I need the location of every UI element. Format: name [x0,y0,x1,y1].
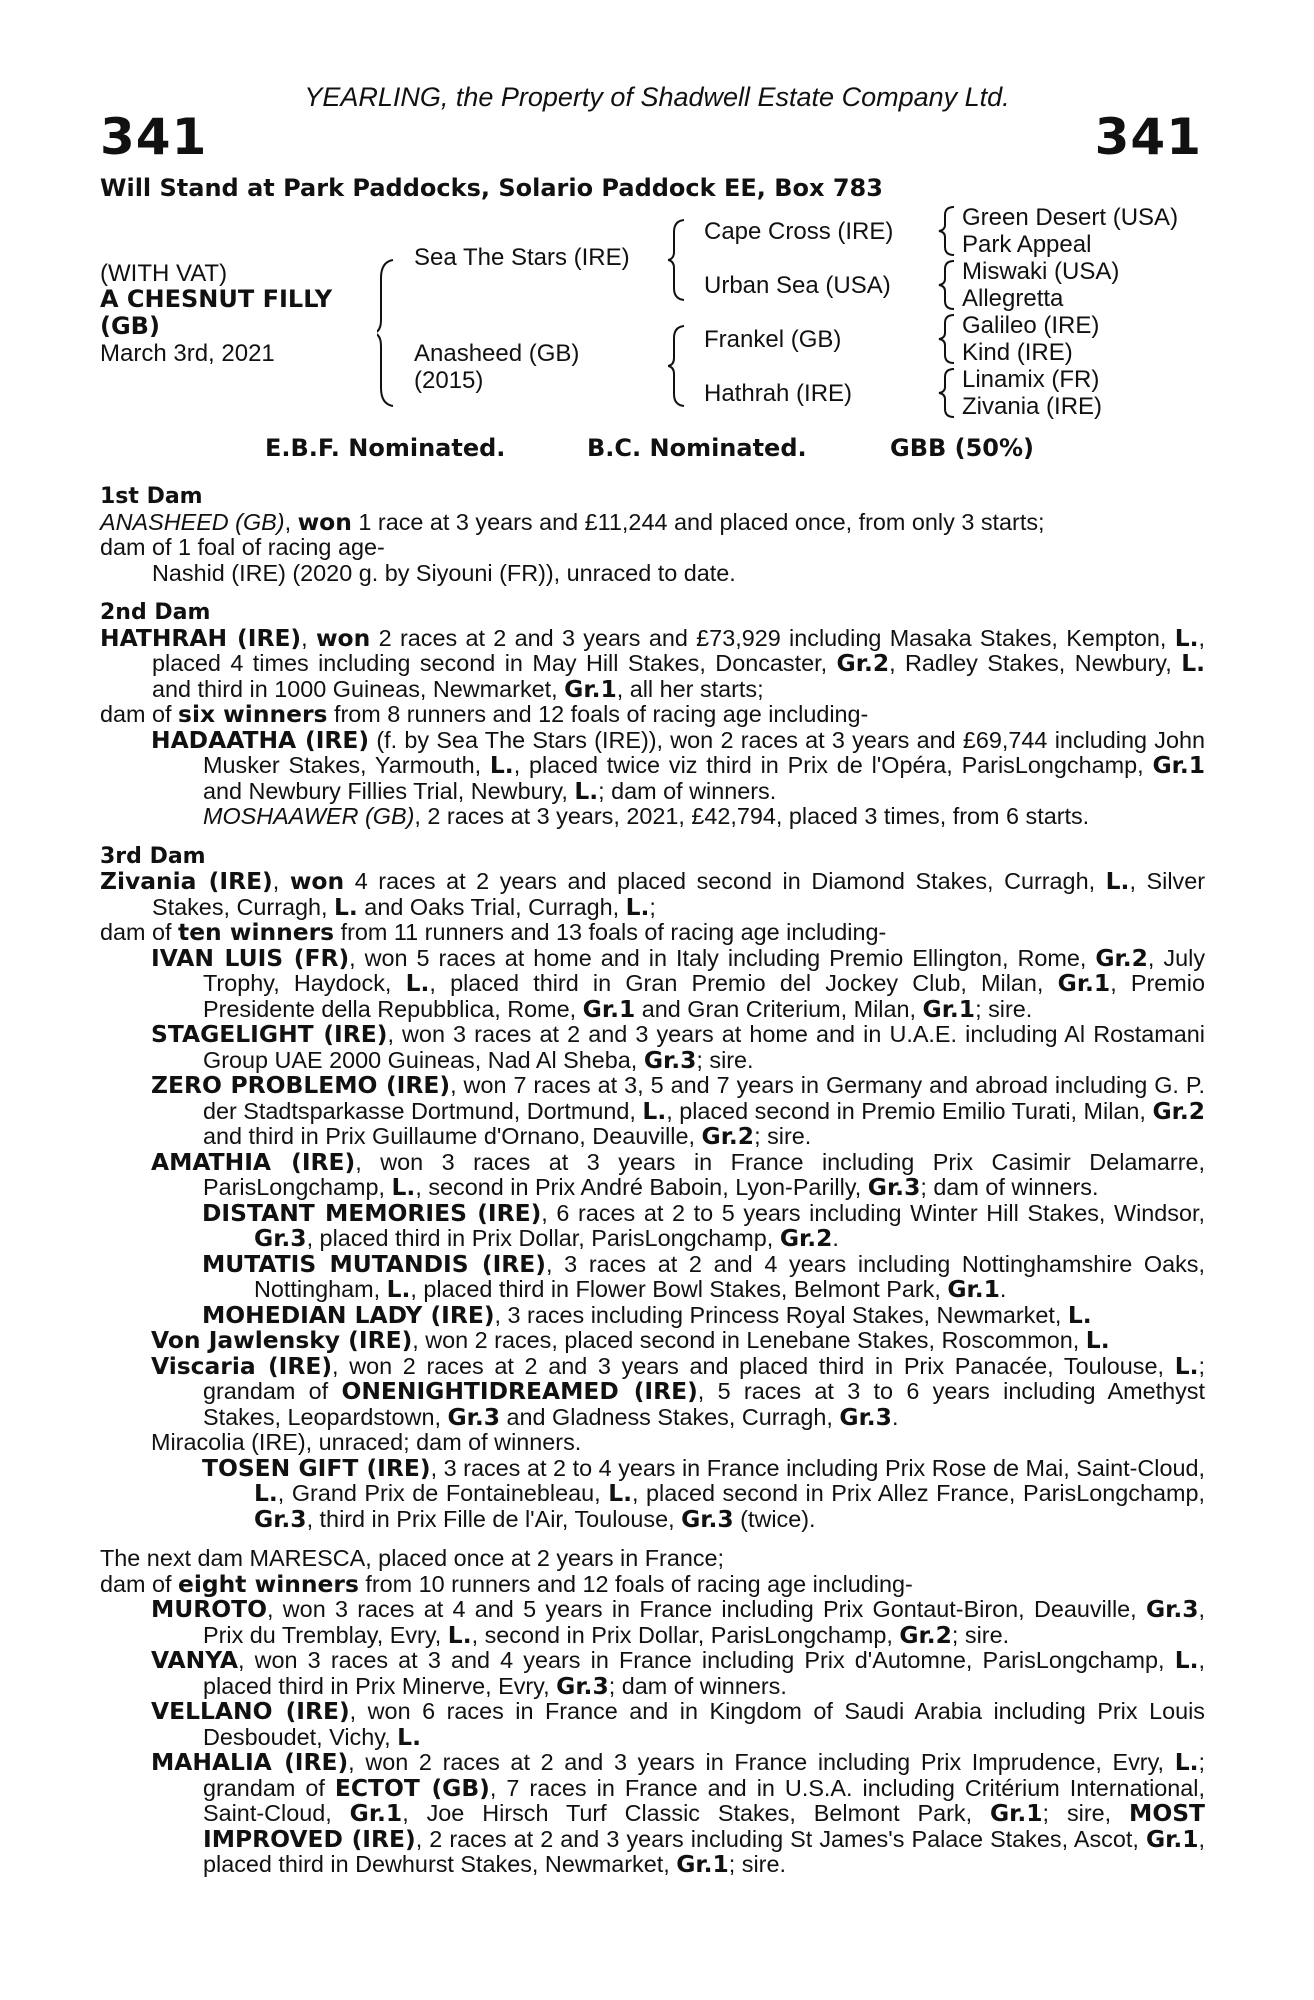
lot-number-right: 341 [1094,108,1202,166]
second-dam-heading: 2nd Dam [100,600,211,625]
produce-amathia: AMATHIA (IRE), won 3 races at 3 years in France including Prix Casimir Delamarre, ParisLongchamp, L., second in Prix André Baboin, Lyon-Parilly, Gr.3; dam of winners. [151,1147,1205,1201]
third-dam-produce: dam of ten winners from 11 runners and 13 foals of racing age including- [100,918,887,946]
produce-mahalia: MAHALIA (IRE), won 2 races at 2 and 3 years in France including Prix Imprudence, Evry, L.; grandam of ECTOT (GB), 7 races in France and in U.S.A. including Critérium International, Saint-Cloud, Gr.1, Joe Hirsch Turf Classic Stakes, Belmont Park, Gr.1; sire, MOST IMPROVED (IRE), 2 races at 2 and 3 years including St James's Palace Stakes, Ascot, Gr.1, placed third in Dewhurst Stakes, Newmarket, Gr.1; sire. [151,1748,1206,1878]
page-title: YEARLING, the Property of Shadwell Estate Company Ltd. [304,82,1010,112]
bc-nomination: B.C. Nominated. [587,434,807,462]
produce-mutatis-mutandis: MUTATIS MUTANDIS (IRE), 3 races at 2 and 4 years including Nottinghamshire Oaks, Nottingham, L., placed third in Flower Bowl Stakes, Belmont Park, Gr.1. [202,1249,1205,1303]
produce-mohedian-lady: MOHEDIAN LADY (IRE), 3 races including Princess Royal Stakes, Newmarket, L. [202,1300,1092,1329]
produce-tosen-gift: TOSEN GIFT (IRE), 3 races at 2 to 4 years in France including Prix Rose de Mai, Saint-Cloud, L., Grand Prix de Fontainebleau, L., placed second in Prix Allez France, ParisLongchamp, Gr.3, third in Prix Fille de l'Air, Toulouse, Gr.3 (twice). [202,1453,1206,1533]
produce-vellano: VELLANO (IRE), won 6 races in France and in Kingdom of Saudi Arabia including Prix Louis Desboudet, Vichy, L. [151,1697,1205,1751]
produce-viscaria: Viscaria (IRE), won 2 races at 2 and 3 years and placed third in Prix Panacée, Toulouse, L.; grandam of ONENIGHTIDREAMED (IRE), 5 races at 3 to 6 years including Amethyst Stakes, Leopardstown, Gr.3 and Gladness Stakes, Curragh, Gr.3. [151,1351,1206,1431]
third-dam-heading: 3rd Dam [100,843,206,869]
dam-brace [668,324,688,408]
dam-sire-dam: Kind (IRE) [962,339,1073,366]
dam-sire: Frankel (GB) [704,326,842,353]
sire-sire-sire: Green Desert (USA) [962,204,1179,231]
produce-muroto: MUROTO, won 3 races at 4 and 5 years in France including Prix Gontaut-Biron, Deauville, Gr.3, Prix du Tremblay, Evry, L., second in Prix Dollar, ParisLongchamp, Gr.2; sire. [151,1595,1205,1649]
sire: Sea The Stars (IRE) [414,244,630,271]
foaling-date: March 3rd, 2021 [100,340,275,367]
produce-ivan-luis: IVAN LUIS (FR), won 5 races at home and in Italy including Premio Ellington, Rome, Gr.2, July Trophy, Haydock, L., placed third in Gran Premio del Jockey Club, Milan, Gr.1, Premio Presidente della Repubblica, Rome, Gr.1 and Gran Criterium, Milan, Gr.1; sire. [151,943,1206,1023]
catalogue-body [100,484,1205,1878]
produce-von-jawlensky: Von Jawlensky (IRE), won 2 races, placed second in Lenebane Stakes, Roscommon, L. [151,1326,1110,1354]
sire-brace [668,218,688,302]
dam-dam-dam: Zivania (IRE) [962,393,1103,420]
horse-name: A CHESNUT FILLY [100,285,333,313]
sire-sire-dam: Park Appeal [962,231,1092,258]
dam: Anasheed (GB) [414,340,580,367]
first-dam-produce-item: Nashid (IRE) (2020 g. by Siyouni (FR)), unraced to date. [152,559,736,586]
produce-stagelight: STAGELIGHT (IRE), won 3 races at 2 and 3 years at home and in U.A.E. including Al Rostamani Group UAE 2000 Guineas, Nad Al Sheba, Gr.3; sire. [151,1020,1205,1074]
dam-year: (2015) [414,367,484,394]
sire-dam: Urban Sea (USA) [704,272,891,299]
produce-vanya: VANYA, won 3 races at 3 and 4 years in France including Prix d'Automne, ParisLongchamp, L., placed third in Prix Minerve, Evry, Gr.3; dam of winners. [151,1646,1205,1700]
next-dam-produce: dam of eight winners from 10 runners and 12 foals of racing age including- [100,1569,913,1598]
produce-zero-problemo: ZERO PROBLEMO (IRE), won 7 races at 3, 5 and 7 years in Germany and abroad including G. P. der Stadtsparkasse Dortmund, Dortmund, L., placed second in Premio Emilio Turati, Milan, Gr.2 and third in Prix Guillaume d'Ornano, Deauville, Gr.2; sire. [151,1071,1205,1150]
gg-brace-3 [938,313,958,365]
ebf-nomination: E.B.F. Nominated. [265,434,506,462]
sire-dam-dam: Allegretta [962,285,1064,312]
second-dam-produce: dam of six winners from 8 runners and 12 foals of racing age including- [100,700,869,728]
first-dam-heading: 1st Dam [100,484,203,509]
lot-number-left: 341 [100,108,208,166]
vat-note: (WITH VAT) [100,260,228,287]
horse-name-suffix: (GB) [100,312,160,340]
first-dam-text: ANASHEED (GB), won 1 race at 3 years and £11,244 and placed once, from only 3 starts; [100,507,1045,536]
dam-sire-sire: Galileo (IRE) [962,312,1100,339]
gg-brace-2 [938,259,958,311]
second-dam-text: HATHRAH (IRE), won 2 races at 2 and 3 years and £73,929 including Masaka Stakes, Kempton, L., placed 4 times including second in May Hill Stakes, Doncaster, Gr.2, Radley Stakes, Newbury, L. and third in 1000 Guineas, Newmarket, Gr.1, all her starts; [100,623,1205,703]
produce-miracolia: Miracolia (IRE), unraced; dam of winners. [151,1429,582,1455]
second-dam-produce-item: HADAATHA (IRE) (f. by Sea The Stars (IRE)), won 2 races at 3 years and £69,744 including John Musker Stakes, Yarmouth, L., placed twice viz third in Prix de l'Opéra, ParisLongchamp, Gr.1 and Newbury Fillies Trial, Newbury, L.; dam of winners. MOSHAAWER (GB), 2 races at 3 years, 2021, £42,794, placed 3 times, from 6 starts. [151,725,1205,829]
third-dam-text: Zivania (IRE), won 4 races at 2 years and placed second in Diamond Stakes, Curragh, L., Silver Stakes, Curragh, L. and Oaks Trial, Curragh, L.; [100,867,1206,921]
gg-brace-1 [938,205,958,257]
sire-sire: Cape Cross (IRE) [704,218,894,245]
first-dam-produce: dam of 1 foal of racing age- [100,534,385,560]
dam-dam-sire: Linamix (FR) [962,366,1100,393]
dam-dam: Hathrah (IRE) [704,380,853,407]
gg-brace-4 [938,367,958,419]
gbb-status: GBB (50%) [890,434,1035,462]
next-dam-text: The next dam MARESCA, placed once at 2 years in France; [100,1545,725,1571]
sire-dam-sire: Miswaki (USA) [962,258,1120,285]
stand-location: Will Stand at Park Paddocks, Solario Paddock EE, Box 783 [100,174,883,202]
produce-distant-memories: DISTANT MEMORIES (IRE), 6 races at 2 to 5 years including Winter Hill Stakes, Windsor, Gr.3, placed third in Prix Dollar, ParisLongchamp, Gr.2. [202,1198,1205,1252]
